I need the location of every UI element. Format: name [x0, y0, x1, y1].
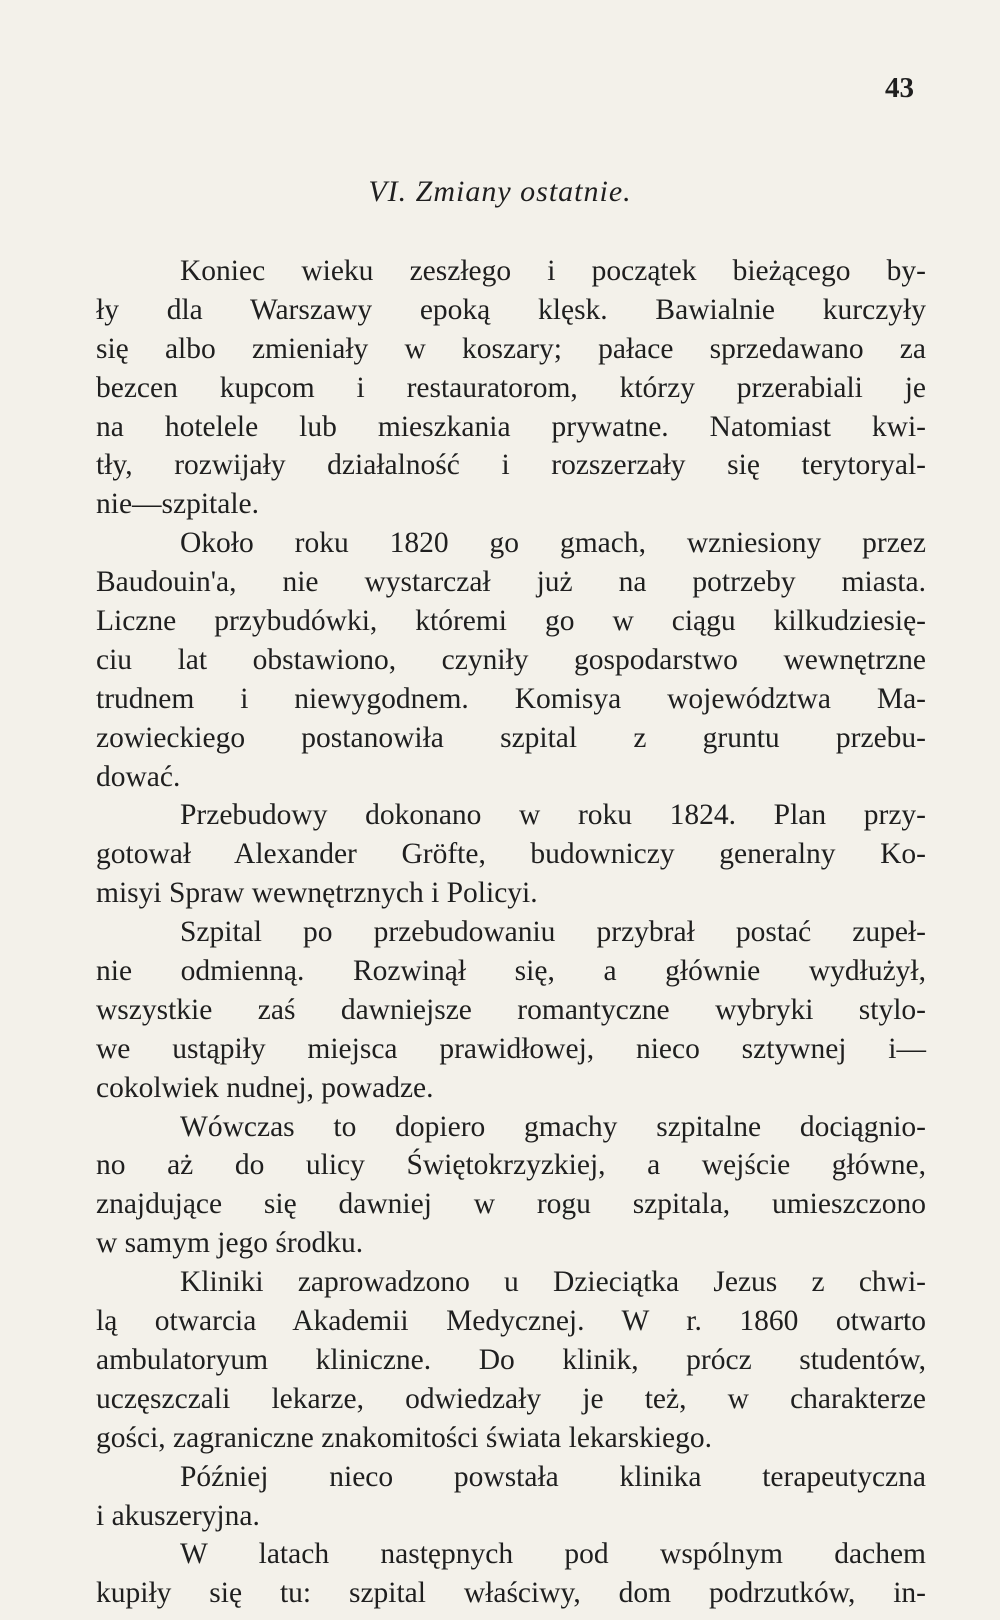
text-line: kupiły się tu: szpital właściwy, dom podrzutków, in- [96, 1577, 926, 1610]
text-line: się albo zmieniały w koszary; pałace sprzedawano za [96, 332, 926, 365]
text-line: Baudouin'a, nie wystarczał już na potrzeby miasta. [96, 566, 926, 599]
text-line: we ustąpiły miejsca prawidłowej, nieco sztywnej i— [96, 1032, 926, 1065]
text-line: Koniec wieku zeszłego i początek bieżącego by- [180, 255, 926, 287]
text-line: dować. [96, 760, 181, 793]
text-line: ciu lat obstawiono, czyniły gospodarstwo wewnętrzne [96, 643, 926, 676]
text-line: Przebudowy dokonano w roku 1824. Plan przy- [180, 799, 926, 832]
text-line: uczęszczali lekarze, odwiedzały je też, w charakterze [96, 1382, 926, 1415]
text-line: gotował Alexander Gröfte, budowniczy generalny Ko- [96, 838, 926, 871]
text-line: Około roku 1820 go gmach, wzniesiony przez [180, 527, 926, 560]
text-line: zowieckiego postanowiła szpital z gruntu przebu- [96, 721, 926, 754]
text-line: Wówczas to dopiero gmachy szpitalne dociągnio- [180, 1110, 926, 1143]
text-line: wszystkie zaś dawniejsze romantyczne wybryki stylo- [96, 993, 926, 1026]
text-line: ły dla Warszawy epoką klęsk. Bawialnie kurczyły [96, 293, 926, 326]
text-line: lą otwarcia Akademii Medycznej. W r. 1860 otwarto [96, 1305, 926, 1338]
text-line: cokolwiek nudnej, powadze. [96, 1071, 434, 1104]
text-line: no aż do ulicy Świętokrzyzkiej, a wejście główne, [96, 1149, 926, 1182]
text-line: ambulatoryum kliniczne. Do klinik, prócz studentów, [96, 1343, 926, 1376]
text-line: gości, zagraniczne znakomitości świata lekarskiego. [96, 1421, 712, 1454]
text-line: nie odmienną. Rozwinął się, a głównie wydłużył, [96, 955, 926, 988]
text-line: znajdujące się dawniej w rogu szpitala, umieszczono [96, 1188, 926, 1221]
text-line: tły, rozwijały działalność i rozszerzały się terytoryal- [96, 449, 926, 482]
text-body [96, 252, 926, 1613]
chapter-title: VI. Zmiany ostatnie. [368, 175, 632, 208]
text-line: bezcen kupcom i restauratorom, którzy przerabiali je [96, 371, 926, 404]
text-line: Później nieco powstała klinika terapeutyczna [180, 1460, 926, 1493]
text-line: trudnem i niewygodnem. Komisya województwa Ma- [96, 682, 926, 715]
page-number: 43 [885, 72, 914, 104]
text-line: Liczne przybudówki, któremi go w ciągu kilkudziesię- [96, 605, 926, 638]
text-line: i akuszeryjna. [96, 1499, 260, 1532]
text-line: W latach następnych pod wspólnym dachem [180, 1538, 926, 1571]
text-line: na hotelele lub mieszkania prywatne. Natomiast kwi- [96, 410, 926, 443]
text-line: Szpital po przebudowaniu przybrał postać zupeł- [180, 916, 926, 949]
text-line: Kliniki zaprowadzono u Dzieciątka Jezus z chwi- [180, 1266, 926, 1299]
text-line: w samym jego środku. [96, 1227, 364, 1260]
text-line: misyi Spraw wewnętrznych i Policyi. [96, 877, 538, 910]
text-line: nie—szpitale. [96, 488, 260, 521]
